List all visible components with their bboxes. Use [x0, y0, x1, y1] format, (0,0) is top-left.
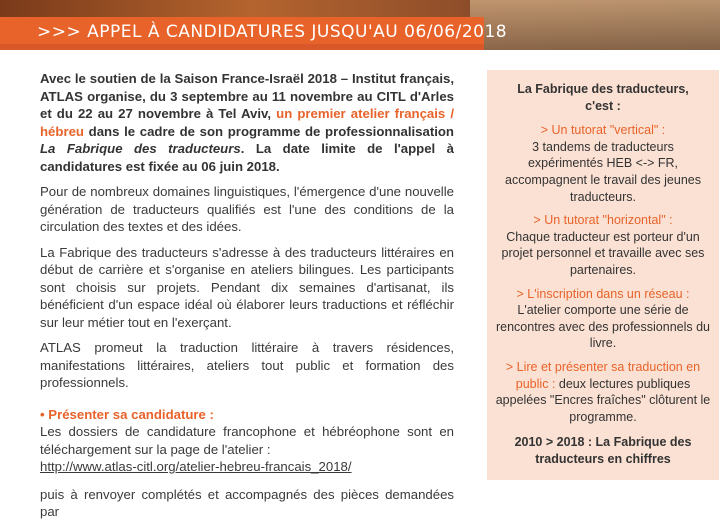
sidebar-block-body: Chaque traducteur est porteur d'un projet personnel et travaille avec ses partenaires. — [501, 229, 705, 277]
banner-title: >>> APPEL À CANDIDATURES JUSQU'AU 06/06/2018 — [37, 22, 508, 42]
intro-paragraph — [40, 70, 454, 175]
sidebar-block-horizontal — [493, 212, 713, 278]
sidebar-block-body: 3 tandems de traducteurs expérimentés HEB <-> FR, accompagnent le travail des jeunes traducteurs. — [505, 139, 701, 204]
paragraph-2: La Fabrique des traducteurs s'adresse à des traducteurs littéraires en début de carrière et s'organise en ateliers bilingues. Les participants sont choisis sur projets. Pendant dix semaines d'artisanat, ils bénéficient d'un espace idéal où élaborer leurs traductions et réfléchir sur leur métier tout en l'exerçant. — [40, 244, 454, 330]
sidebar-footer — [487, 434, 719, 467]
sidebar-box — [487, 70, 719, 480]
sidebar-title — [487, 81, 719, 114]
sidebar-block-head: > Un tutorat "horizontal" : — [533, 213, 673, 228]
candidature-after: puis à renvoyer complétés et accompagnés des pièces demandées par — [40, 486, 454, 519]
sidebar-footer-line2: traducteurs en chiffres — [535, 451, 671, 466]
candidature-text: Les dossiers de candidature francophone et hébréophone sont en téléchargement sur la page de l'atelier : — [40, 424, 454, 457]
main-column — [40, 70, 454, 529]
sidebar-title-line1: La Fabrique des traducteurs, — [517, 82, 689, 96]
sidebar-block-body: deux lectures publiques appelées "Encres fraîches" clôturent le programme. — [495, 376, 711, 424]
paragraph-1: Pour de nombreux domaines linguistiques, l'émergence d'une nouvelle génération de traducteurs qualifiés est l'une des conditions de la circulation des textes et des idées. — [40, 184, 454, 234]
candidature-title: • Présenter sa candidature : — [40, 406, 214, 422]
intro-part3: . La date limite de l'appel à candidatures est fixée au 06 juin 2018. — [40, 141, 454, 174]
sidebar-block-head: > Un tutorat "vertical" : — [540, 123, 666, 138]
sidebar-footer-line1: 2010 > 2018 : La Fabrique des — [514, 435, 692, 450]
sidebar-block-body: L'atelier comporte une série de rencontres avec des professionnels du livre. — [495, 303, 710, 351]
banner-photo — [470, 0, 720, 50]
paragraph-3: ATLAS promeut la traduction littéraire à travers résidences, manifestations littéraires, ateliers tout public et formation des professionnels. — [40, 340, 454, 390]
sidebar-block-vertical — [493, 122, 713, 205]
sidebar-block-head: > L'inscription dans un réseau : — [516, 286, 690, 301]
intro-italic: La Fabrique des traducteurs — [40, 141, 241, 156]
candidature-section — [40, 406, 454, 476]
intro-highlight: un premier atelier français / hébreu — [40, 106, 454, 139]
banner-band — [0, 44, 484, 50]
sidebar-block-head: > Lire et présenter sa traduction en public : — [505, 359, 701, 391]
sidebar-block-reading — [493, 359, 713, 425]
sidebar-block-network — [493, 286, 713, 352]
sidebar-title-line2: c'est : — [585, 98, 621, 113]
header-banner — [0, 0, 720, 50]
intro-part2: dans le cadre de son programme de professionnalisation — [83, 123, 454, 139]
intro-part1: Avec le soutien de la Saison France-Israël 2018 – Institut français, ATLAS organise, du 3 septembre au 11 novembre au CITL d'Arles et du 22 au 27 novembre à Tel Aviv, — [40, 71, 454, 121]
atelier-link[interactable]: http://www.atlas-citl.org/atelier-hebreu-francais_2018/ — [40, 459, 352, 474]
